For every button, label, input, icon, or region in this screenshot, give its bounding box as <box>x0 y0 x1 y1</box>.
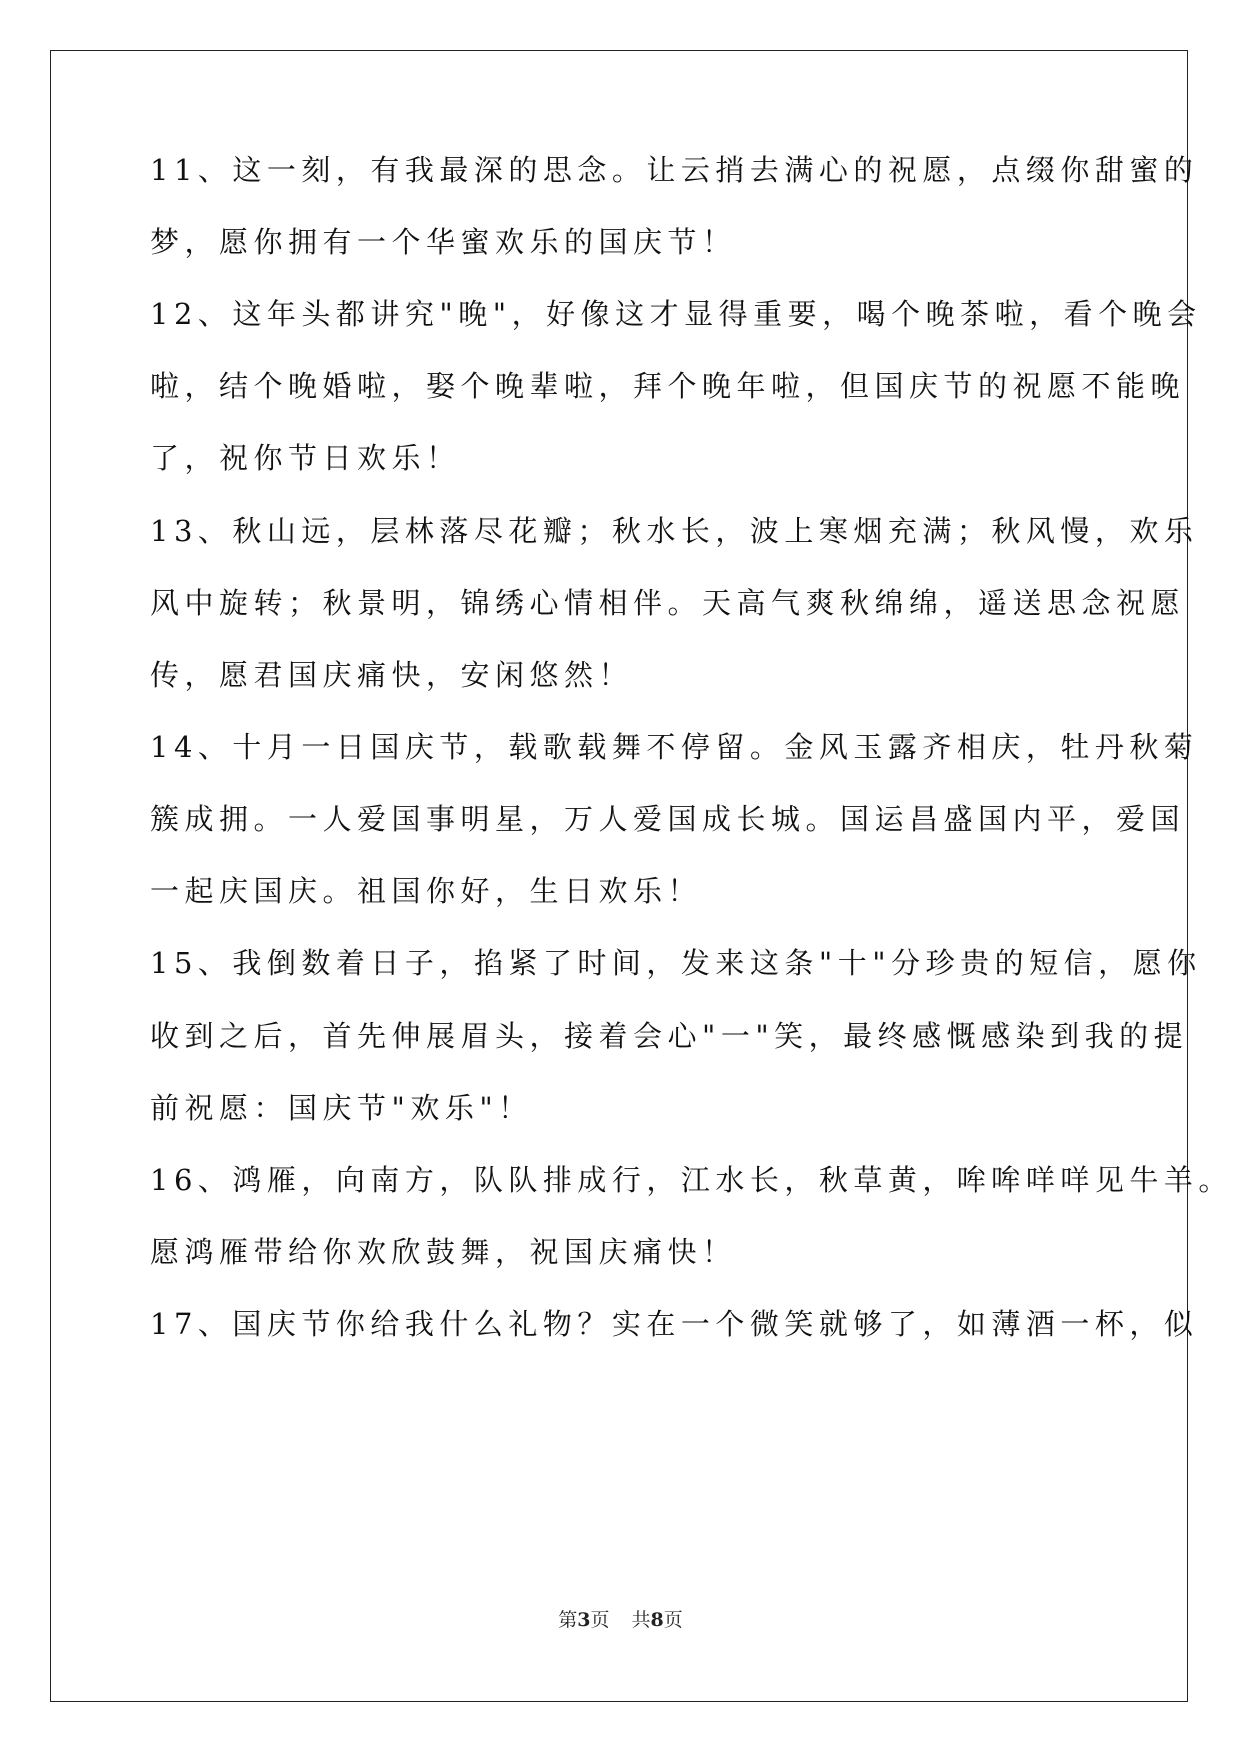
text-line: 前祝愿：国庆节"欢乐"！ <box>150 1091 533 1125</box>
text-line: 17、国庆节你给我什么礼物？实在一个微笑就够了，如薄酒一杯，似 <box>150 1307 1199 1341</box>
text-line: 16、鸿雁，向南方，队队排成行，江水长，秋草黄，哞哞咩咩见牛羊。 <box>150 1163 1233 1197</box>
current-page-number: 3 <box>577 1609 591 1631</box>
text-line: 一起庆国庆。祖国你好，生日欢乐！ <box>150 874 703 908</box>
text-line: 簇成拥。一人爱国事明星，万人爱国成长城。国运昌盛国内平，爱国 <box>150 802 1186 836</box>
text-line: 风中旋转；秋景明，锦绣心情相伴。天高气爽秋绵绵，遥送思念祝愿 <box>150 586 1186 620</box>
text-line: 收到之后，首先伸展眉头，接着会心"一"笑，最终感慨感染到我的提 <box>150 1019 1189 1053</box>
text-line: 了，祝你节日欢乐！ <box>150 441 461 475</box>
footer-page-suffix: 页 <box>590 1609 610 1631</box>
text-line: 14、十月一日国庆节，载歌载舞不停留。金风玉露齐相庆，牡丹秋菊 <box>150 730 1199 764</box>
text-line: 12、这年头都讲究"晚"，好像这才显得重要，喝个晚茶啦，看个晚会 <box>150 297 1202 331</box>
text-line: 传，愿君国庆痛快，安闲悠然！ <box>150 658 634 692</box>
text-line: 梦，愿你拥有一个华蜜欢乐的国庆节！ <box>150 225 737 259</box>
text-line: 11、这一刻，有我最深的思念。让云捎去满心的祝愿，点缀你甜蜜的 <box>150 153 1199 187</box>
footer-prefix: 第 <box>558 1609 578 1631</box>
text-line: 13、秋山远，层林落尽花瓣；秋水长，波上寒烟充满；秋风慢，欢乐 <box>150 514 1199 548</box>
total-page-number: 8 <box>650 1609 664 1631</box>
footer-total-prefix: 共 <box>631 1609 651 1631</box>
text-line: 啦，结个晚婚啦，娶个晚辈啦，拜个晚年啦，但国庆节的祝愿不能晚 <box>150 369 1186 403</box>
text-line: 愿鸿雁带给你欢欣鼓舞，祝国庆痛快！ <box>150 1235 737 1269</box>
footer-total-suffix: 页 <box>663 1609 683 1631</box>
page-footer <box>0 1608 1241 1632</box>
text-line: 15、我倒数着日子，掐紧了时间，发来这条"十"分珍贵的短信，愿你 <box>150 946 1202 980</box>
